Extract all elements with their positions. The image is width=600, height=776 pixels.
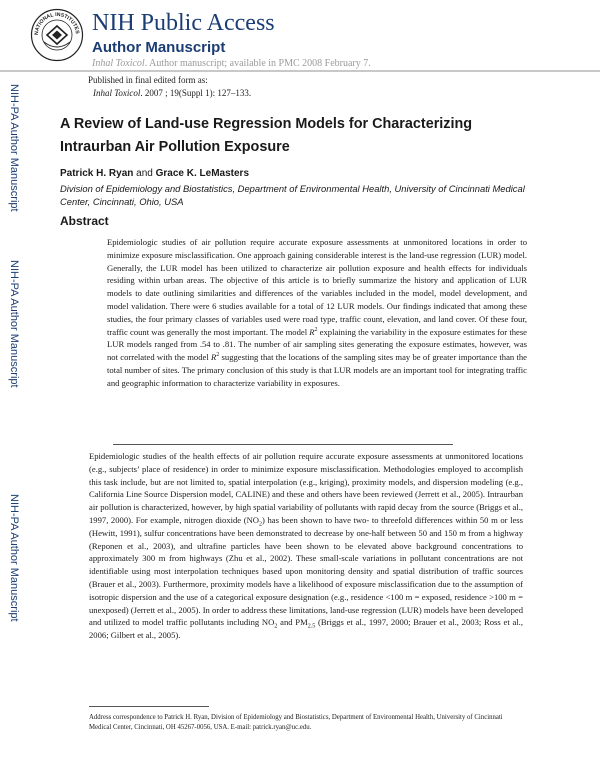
abstract-heading: Abstract: [60, 214, 109, 228]
journal-abbrev: Inhal Toxicol: [92, 58, 145, 69]
author-list: [60, 168, 249, 179]
availability-line: [92, 58, 371, 69]
seal-ring-text: NATIONAL INSTITUTES: [33, 11, 81, 36]
citation-journal: Inhal Toxicol: [93, 88, 141, 98]
published-form-label: Published in final edited form as:: [88, 75, 208, 85]
sidebar-watermark: NIH-PA Author Manuscript: [8, 260, 20, 388]
availability-note: . Author manuscript; available in PMC 2008 February 7.: [144, 58, 371, 69]
author-joiner: and: [133, 168, 156, 179]
section-divider: [113, 444, 453, 445]
body-paragraph: Epidemiologic studies of the health effects of air pollution require accurate exposure assessments at unmonitored locations (e.g., subjects’ place of residence) in order to minimize exposure misclassification. Methodologies employed to accomplish this task include, but are not limited to, spatial interpolation (e.g., kriging), proximity models, and dispersion modeling (e.g., California Line Source Dispersion model, CALINE) and these and others have been reviewed (Jerrett et al., 2005). Intraurban air pollution is characterized, however, by high spatial variability of pollutants with rapid decay from the source (Briggs et al., 1997, 2000). For example, nitrogen dioxide $(NO_2)$ has been shown to have two- to threefold differences within 50 m or less (Hewitt, 1991), sulfur concentrations have been demonstrated to decrease by one-half between 50 and 150 m from a highway (Reponen et al., 2003), and ultrafine particles have been shown to be elevated above background concentrations to approximately 300 m from highways (Zhu et al., 2002). These small-scale variations in pollutant concentrations are not identifiable using most interpolation techniques based upon monitoring density and spatial distribution of traffic sources (Brauer et al., 2003). Furthermore, proximity models have a likelihood of exposure misclassification due to the assumption of isotropic dispersion and the use of a categorical exposure designation (e.g., residence <100 m = exposed, residence >100 m = unexposed) (Jerrett et al., 2005). In order to address these limitations, land-use regression (LUR) models have been developed and utilized to model traffic pollutants including $NO_2$ and $PM_{2.5}$ (Briggs et al., 1997, 2000; Brauer et al., 2003; Ross et al., 2006; Gilbert et al., 2005).: [89, 451, 523, 641]
author-manuscript-label: Author Manuscript: [92, 39, 226, 56]
citation: [93, 88, 251, 98]
author-name: Patrick H. Ryan: [60, 168, 134, 179]
author-name: Grace K. LeMasters: [155, 168, 250, 179]
abstract-text: Epidemiologic studies of air pollution require accurate exposure assessments at unmonitored locations in order to minimize exposure misclassification. One approach gaining considerable interest is the land-use regression (LUR) model. Generally, the LUR model has been utilized to characterize air pollution exposure and health effects for individuals residing within urban areas. The objective of this article is to briefly summarize the history and application of LUR models to date outlining similarities and differences of the variables included in the model, model development, and model validation. There were 6 studies available for a total of 12 LUR models. Our findings indicated that among these studies, the four primary classes of variables used were road type, traffic count, elevation, and land cover. Of these four, traffic count was generally the most important. The model $R^2$ explaining the variability in the exposure estimates for these LUR models ranged from .54 to .81. The number of air sampling sites generating the exposure estimates, however, was not correlated with the model $R^2$ suggesting that the locations of the sampling sites may be of greater importance than the total number of sites. The primary conclusion of this study is that LUR models are an important tool for integrating traffic and geographic information to characterize variability in exposures.: [107, 237, 527, 388]
correspondence-footnote: Address correspondence to Patrick H. Ryan, Division of Epidemiology and Biostatistics, Department of Environmental Health, University of Cincinnati Medical Center, Cincinnati, OH 45267-0056, USA. E-mail: patrick.ryan@uc.edu.: [89, 714, 503, 731]
citation-details: . 2007 ; 19(Suppl 1): 127–133.: [140, 88, 252, 98]
article-title: A Review of Land-use Regression Models for Characterizing Intraurban Air Pollution Exposure: [60, 116, 473, 155]
repository-title: NIH Public Access: [92, 10, 275, 36]
affiliation: Division of Epidemiology and Biostatistics, Department of Environmental Health, University of Cincinnati Medical Center, Cincinnati, Ohio, USA: [60, 183, 525, 207]
footnote-divider: [89, 706, 209, 707]
sidebar-watermark: NIH-PA Author Manuscript: [8, 84, 20, 212]
nih-seal-logo: [30, 8, 84, 62]
sidebar-watermark: NIH-PA Author Manuscript: [8, 494, 20, 622]
header-divider: [0, 70, 600, 72]
